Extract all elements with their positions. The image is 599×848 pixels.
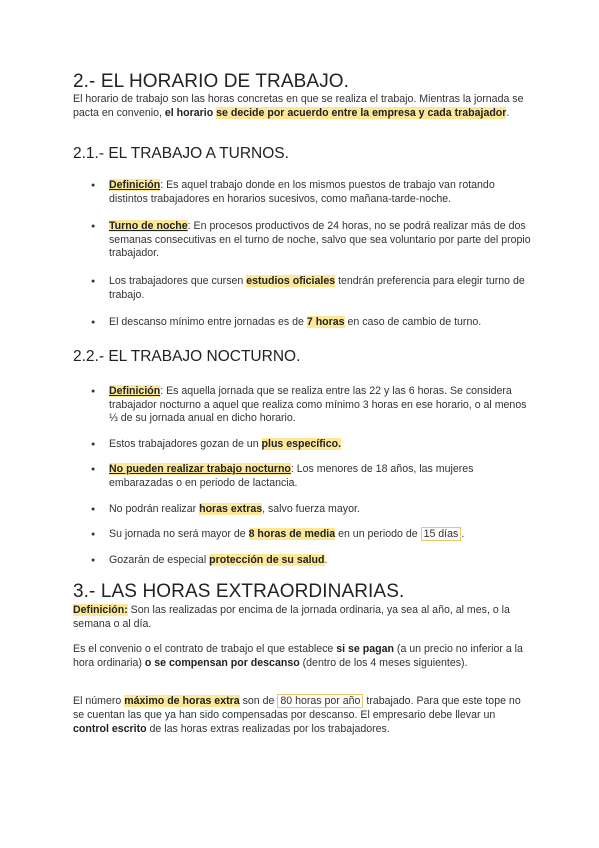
paragraph-text: (dentro de los 4 meses siguientes). [299,657,468,669]
section-2-2-title: 2.2.- EL TRABAJO NOCTURNO. [73,348,301,365]
term-highlight: 8 horas de media [248,528,336,541]
term-highlight: plus específico. [261,437,342,450]
section-3-definition [73,603,533,631]
list-item [91,220,531,261]
item-text: : Es aquella jornada que se realiza entre las 22 y las 6 horas. Se considera trabajador nocturno a aquel que realiza como mínimo 3 horas en ese horario, o al menos ⅓ de su jornada anual en dicho horario. [109,385,527,425]
term-highlight: estudios oficiales [246,274,336,287]
bold-text: control escrito [73,723,147,735]
item-text: en caso de cambio de turno. [344,316,482,329]
term-highlight: Definición [109,385,161,397]
term-highlight: Definición: [73,604,128,616]
section-3-title: 3.- LAS HORAS EXTRAORDINARIAS. [73,581,405,602]
section-2-1-list [91,179,531,330]
item-text: . [461,528,465,541]
item-text: en un periodo de [335,528,421,541]
intro-text: El horario de trabajo son las horas concretas en que se realiza el trabajo. Mientras la jornada se pacta en convenio, [73,93,524,119]
list-item [91,503,531,517]
paragraph-text: El número [73,695,125,707]
boxed-value: 80 horas por año [277,694,363,708]
section-2-2-list [91,385,531,567]
item-text: : Es aquel trabajo donde en los mismos puestos de trabajo van rotando distintos trabajadores en horarios sucesivos, como mañana-tarde-noche. [109,179,495,205]
term-highlight: protección de su salud [209,553,325,566]
intro-bold: el horario [164,107,214,119]
item-text: , salvo fuerza mayor. [262,502,360,515]
paragraph-text: trabajado. Para que este tope no se cuentan las que ya han sido compensadas por descanso. El empresario debe llevar un [73,695,521,721]
section-2-intro [73,92,533,120]
intro-end: . [506,107,510,119]
bold-text: si se pagan [336,643,394,655]
intro-highlight: se decide por acuerdo entre la empresa y cada trabajador [216,107,507,119]
list-item [91,528,531,542]
section-2-title: 2.- EL HORARIO DE TRABAJO. [73,71,350,92]
item-text: Estos trabajadores gozan de un [109,437,262,450]
paragraph-text: Es el convenio o el contrato de trabajo el que establece [73,643,337,655]
term-highlight: Turno de noche [109,220,188,233]
item-text: No podrán realizar [109,502,200,515]
item-text: Su jornada no será mayor de [109,528,249,541]
list-item [91,275,531,302]
item-text: : En procesos productivos de 24 horas, no se podrá realizar más de dos semanas consecutivas en el turno de noche, salvo que sea voluntario por parte del propio trabajador. [109,220,531,260]
paragraph-text: Son las realizadas por encima de la jornada ordinaria, ya sea al año, al mes, o la semana o al día. [73,604,510,630]
item-text: tendrán preferencia para elegir turno de trabajo. [109,274,525,301]
section-3-paragraph-2 [73,642,533,670]
term-highlight: 7 horas [306,316,345,329]
item-text: Gozarán de especial [109,553,210,566]
list-item [91,554,531,568]
paragraph-text: (a un precio no inferior a la hora ordinaria) [73,643,523,669]
section-2-1-title: 2.1.- EL TRABAJO A TURNOS. [73,145,289,162]
bold-text: o se compensan por descanso [144,657,300,669]
boxed-value: 15 días [421,527,462,541]
list-item [91,438,531,452]
paragraph-text: de las horas extras realizadas por los trabajadores. [146,723,390,735]
list-item [91,463,531,490]
term-highlight: máximo de horas extra [124,695,240,707]
term-highlight: horas extras [199,502,263,515]
item-text: : Los menores de 18 años, las mujeres embarazadas o en periodo de lactancia. [109,463,474,489]
term-highlight: Definición [109,179,161,191]
item-text: . [324,553,328,566]
term-highlight: No pueden realizar trabajo nocturno [109,463,291,476]
list-item [91,316,531,330]
paragraph-text: son de [239,695,278,707]
item-text: Los trabajadores que cursen [109,274,247,287]
list-item [91,385,531,426]
section-3-paragraph-3 [73,694,533,736]
list-item [91,179,531,206]
item-text: El descanso mínimo entre jornadas es de [109,316,307,329]
